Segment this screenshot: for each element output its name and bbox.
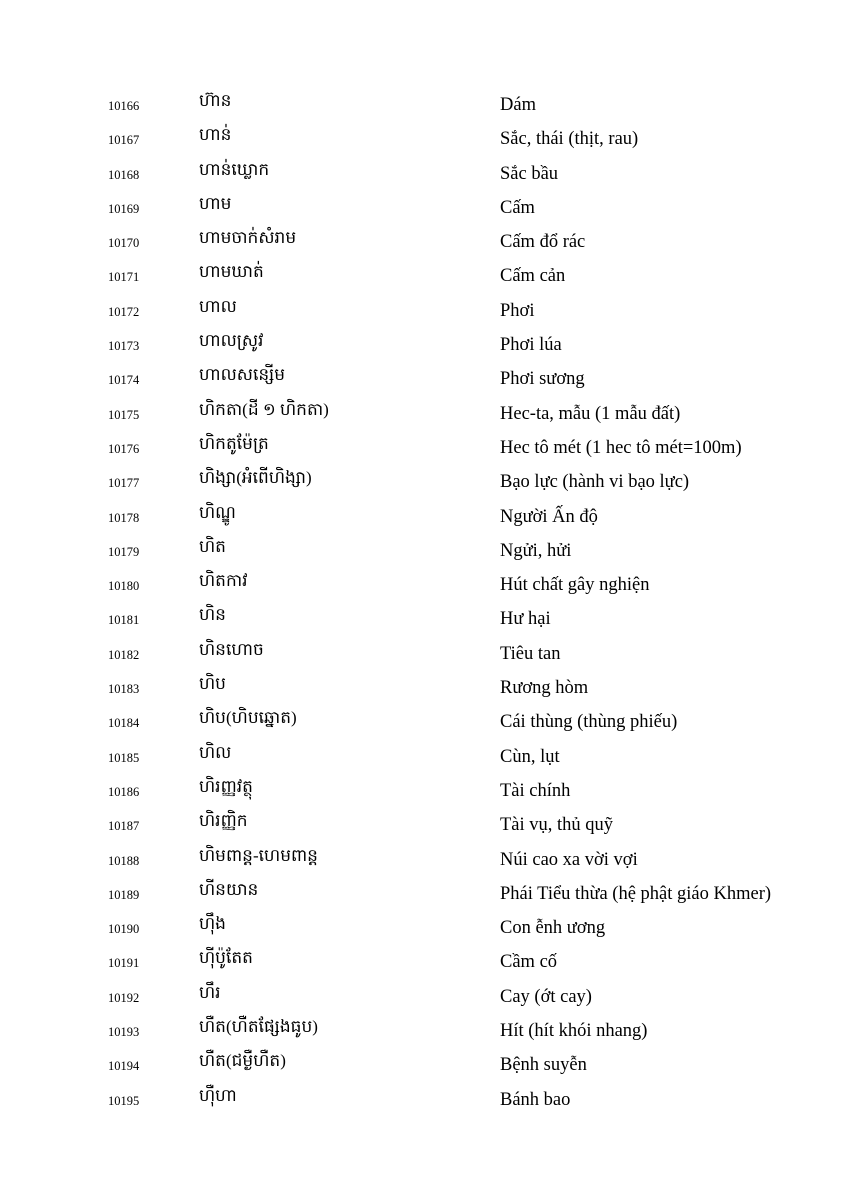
vietnamese-meaning: Hút chất gây nghiện <box>500 575 650 596</box>
khmer-word: ហិង្សា(អំពើហិង្សា) <box>199 468 312 488</box>
khmer-word: ហិរញ្ញិក <box>199 811 248 831</box>
entry-row <box>0 292 848 326</box>
entry-number: 10186 <box>108 784 140 799</box>
entry-row <box>0 429 848 463</box>
entry-number: 10174 <box>108 373 140 388</box>
entry-row <box>0 155 848 189</box>
entry-row <box>0 635 848 669</box>
khmer-word: ហាន់ <box>199 125 232 145</box>
entry-number: 10168 <box>108 167 140 182</box>
khmer-word: ហិតកាវ <box>199 571 248 591</box>
vietnamese-meaning: Sắc bầu <box>500 163 559 184</box>
khmer-word: ហាល <box>199 296 237 316</box>
entry-row <box>0 738 848 772</box>
entry-row <box>0 600 848 634</box>
vietnamese-meaning: Cấm cản <box>500 266 566 287</box>
entry-number: 10179 <box>108 544 140 559</box>
vietnamese-meaning: Cái thùng (thùng phiếu) <box>500 712 678 733</box>
vietnamese-meaning: Bệnh suyễn <box>500 1055 587 1076</box>
vietnamese-meaning: Cùn, lụt <box>500 746 560 767</box>
entry-row <box>0 1012 848 1046</box>
vietnamese-meaning: Dám <box>500 95 536 115</box>
vietnamese-meaning: Bánh bao <box>500 1089 571 1110</box>
entry-number: 10184 <box>108 716 140 731</box>
entry-number: 10195 <box>108 1093 140 1108</box>
entry-row <box>0 875 848 909</box>
entry-row <box>0 189 848 223</box>
entry-number: 10187 <box>108 819 140 834</box>
vietnamese-meaning: Tiêu tan <box>500 643 561 664</box>
vietnamese-meaning: Phơi <box>500 300 535 321</box>
khmer-word: ហឹរ <box>199 982 221 1002</box>
vietnamese-meaning: Phái Tiểu thừa (hệ phật giáo Khmer) <box>500 883 772 904</box>
entry-row <box>0 86 848 120</box>
khmer-word: ហិកតូម៉ែត្រ <box>199 433 269 453</box>
khmer-word: ហាមឃាត់ <box>199 262 264 282</box>
khmer-word: ហិប(ហិបឆ្នោត) <box>199 708 297 728</box>
khmer-word: ហឺត(ជម្ងឺហឺត) <box>199 1051 286 1071</box>
entry-row <box>0 703 848 737</box>
entry-number: 10183 <box>108 682 140 697</box>
entry-number: 10169 <box>108 201 140 216</box>
vietnamese-meaning: Tài vụ, thủ quỹ <box>500 815 614 836</box>
vietnamese-meaning: Ngửi, hửi <box>500 540 572 561</box>
entry-number: 10180 <box>108 579 140 594</box>
entry-row <box>0 395 848 429</box>
khmer-word: ហិន <box>199 605 226 625</box>
entry-number: 10191 <box>108 956 140 971</box>
entry-number: 10181 <box>108 613 140 628</box>
khmer-word: ហិរញ្ញវត្ថុ <box>199 776 253 796</box>
vietnamese-meaning: Hư hại <box>500 609 551 630</box>
vietnamese-meaning: Hít (hít khói nhang) <box>500 1021 648 1042</box>
entry-number: 10175 <box>108 407 140 422</box>
vietnamese-meaning: Phơi sương <box>500 369 585 390</box>
khmer-word: ហិត <box>199 536 226 556</box>
entry-number: 10176 <box>108 441 140 456</box>
entry-number: 10178 <box>108 510 140 525</box>
vietnamese-meaning: Cầm cố <box>500 952 558 973</box>
entry-row <box>0 909 848 943</box>
vietnamese-meaning: Cay (ớt cay) <box>500 986 592 1007</box>
khmer-word: ហាលស្រូវ <box>199 331 264 351</box>
entry-row <box>0 669 848 703</box>
entry-row <box>0 120 848 154</box>
entry-number: 10167 <box>108 133 140 148</box>
vietnamese-meaning: Cấm <box>500 197 535 218</box>
entry-row <box>0 806 848 840</box>
khmer-word: ហ៊ាន <box>199 91 232 110</box>
khmer-word: ហ៊ឹង <box>199 914 226 934</box>
khmer-word: ហ៊ីប៉ូតែត <box>199 948 253 968</box>
entry-row <box>0 360 848 394</box>
entry-row <box>0 257 848 291</box>
entry-number: 10189 <box>108 887 140 902</box>
entry-row <box>0 498 848 532</box>
entry-number: 10182 <box>108 647 140 662</box>
khmer-word: ហិកតា(ដី ១ ហិកតា) <box>199 399 329 419</box>
vietnamese-meaning: Phơi lúa <box>500 335 562 356</box>
vietnamese-meaning: Người Ấn độ <box>500 506 598 527</box>
entry-row <box>0 326 848 360</box>
entry-number: 10192 <box>108 990 140 1005</box>
entry-row <box>0 1046 848 1080</box>
vietnamese-meaning: Con ễnh ương <box>500 918 606 939</box>
entry-number: 10172 <box>108 304 140 319</box>
entry-number: 10177 <box>108 476 140 491</box>
khmer-word: ហីនយាន <box>199 879 259 899</box>
entry-row <box>0 463 848 497</box>
khmer-word: ហឺត(ហឺតផ្សែងធូប) <box>199 1017 318 1037</box>
entry-number: 10173 <box>108 339 140 354</box>
entry-number: 10193 <box>108 1025 140 1040</box>
khmer-word: ហាលសន្សើម <box>199 365 285 385</box>
khmer-word: ហ៊ឺហា <box>199 1085 237 1105</box>
entry-number: 10188 <box>108 853 140 868</box>
khmer-word: ហិណ្ឌូ <box>199 502 236 522</box>
entry-row <box>0 943 848 977</box>
entry-row <box>0 1081 848 1115</box>
khmer-word: ហិប <box>199 674 226 694</box>
entry-row <box>0 772 848 806</box>
entry-number: 10171 <box>108 270 140 285</box>
entry-row <box>0 532 848 566</box>
entry-row <box>0 223 848 257</box>
khmer-word: ហាមចាក់សំរាម <box>199 228 297 248</box>
vietnamese-meaning: Sắc, thái (thịt, rau) <box>500 129 639 150</box>
entry-row <box>0 841 848 875</box>
entry-number: 10194 <box>108 1059 140 1074</box>
vietnamese-meaning: Tài chính <box>500 780 571 801</box>
khmer-word: ហិល <box>199 742 232 762</box>
entry-number: 10166 <box>108 99 140 113</box>
vietnamese-meaning: Bạo lực (hành vi bạo lực) <box>500 472 690 493</box>
vietnamese-meaning: Hec-ta, mẫu (1 mẫu đất) <box>500 403 681 424</box>
khmer-word: ហិនហោច <box>199 639 264 659</box>
khmer-word: ហាន់ឃ្លោក <box>199 159 270 179</box>
entry-number: 10185 <box>108 750 140 765</box>
vietnamese-meaning: Cấm đổ rác <box>500 232 586 253</box>
vietnamese-meaning: Núi cao xa vời vợi <box>500 849 638 870</box>
entry-row <box>0 978 848 1012</box>
entry-list <box>0 86 848 1115</box>
vietnamese-meaning: Hec tô mét (1 hec tô mét=100m) <box>500 437 742 458</box>
entry-number: 10190 <box>108 922 140 937</box>
khmer-word: ហាម <box>199 193 232 213</box>
vietnamese-meaning: Rương hòm <box>500 678 589 699</box>
khmer-word: ហិមពាន្ត-ហេមពាន្ត <box>199 845 318 865</box>
entry-row <box>0 566 848 600</box>
entry-number: 10170 <box>108 236 140 251</box>
